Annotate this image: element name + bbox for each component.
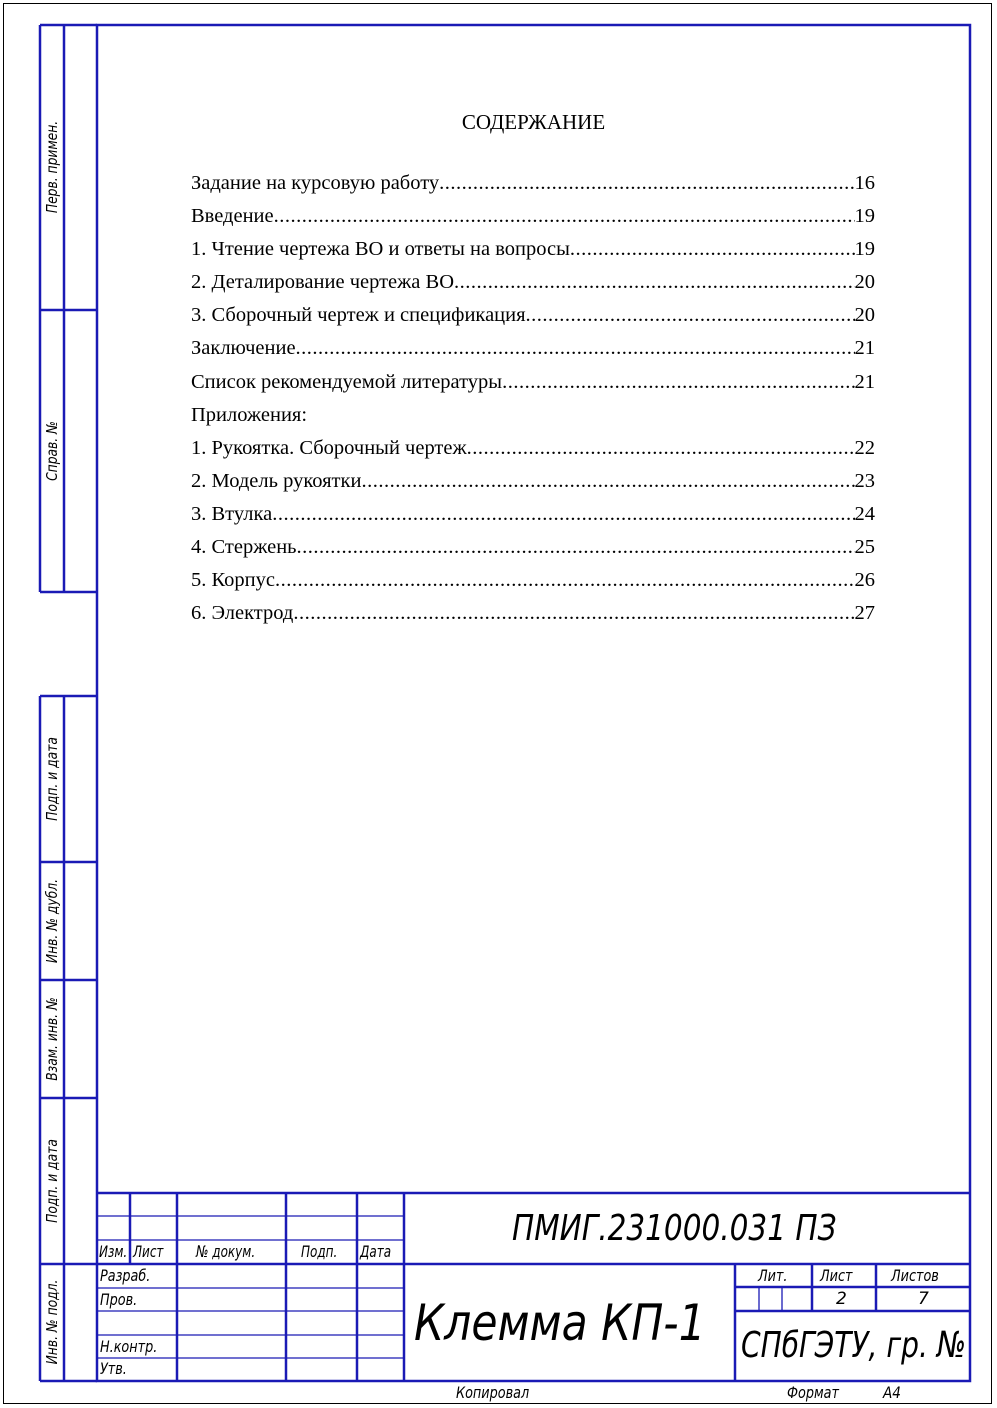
toc-leader-dots <box>454 271 854 294</box>
toc-item <box>191 337 881 370</box>
toc-item-page: 26 <box>854 569 875 592</box>
toc-leader-dots <box>297 536 855 559</box>
toc-item-text: 5. Корпус <box>191 569 275 592</box>
role-razrab: Разраб. <box>100 1266 151 1285</box>
format-value: А4 <box>883 1383 901 1402</box>
toc-item-page: 24 <box>854 502 875 525</box>
inv-dubl-label: Инв. № дубл. <box>43 878 61 964</box>
toc-item-text: 6. Электрод <box>191 602 294 625</box>
toc-leader-dots <box>526 304 855 327</box>
toc-leader-dots <box>361 470 854 493</box>
toc-item-text: 3. Втулка <box>191 502 273 525</box>
toc-item-page: 23 <box>854 469 875 492</box>
format-label: Формат <box>787 1383 839 1402</box>
toc-item <box>191 304 881 337</box>
toc-item <box>191 371 881 404</box>
table-of-contents <box>191 172 881 635</box>
podp-data-top-label: Подп. и дата <box>43 737 61 821</box>
toc-leader-dots <box>570 238 855 261</box>
toc-item <box>191 238 881 271</box>
toc-item <box>191 569 881 602</box>
toc-leader-dots <box>439 172 854 195</box>
toc-leader-dots <box>296 337 855 360</box>
toc-item-page: 25 <box>854 536 875 559</box>
toc-item-text: 2. Модель рукоятки <box>191 469 362 492</box>
toc-item <box>191 470 881 503</box>
document-designation: ПМИГ.231000.031 ПЗ <box>512 1208 837 1249</box>
toc-item-text: 1. Рукоятка. Сборочный чертеж <box>191 436 467 459</box>
toc-section-heading <box>191 404 881 437</box>
toc-leader-dots <box>272 503 854 526</box>
header-list: Лист <box>133 1242 164 1261</box>
toc-item-page: 20 <box>854 271 875 294</box>
toc-item-text: Введение <box>191 205 274 228</box>
toc-item-text: 4. Стержень <box>191 536 297 559</box>
toc-item <box>191 172 881 205</box>
perv-primen-label: Перв. примен. <box>43 120 61 214</box>
toc-item-text: 3. Сборочный чертеж и спецификация <box>191 304 526 327</box>
toc-leader-dots <box>502 371 854 394</box>
lit-label: Лит. <box>758 1266 788 1285</box>
toc-item-page: 21 <box>854 337 875 360</box>
toc-item-text: Приложения: <box>191 403 308 426</box>
header-data: Дата <box>360 1242 392 1261</box>
toc-item <box>191 205 881 238</box>
toc-item <box>191 602 881 635</box>
toc-item-page: 20 <box>854 304 875 327</box>
toc-leader-dots <box>275 569 855 592</box>
toc-item-text: Заключение <box>191 337 296 360</box>
sheets-total: 7 <box>918 1289 929 1309</box>
header-izm: Изм. <box>99 1242 128 1261</box>
toc-item-page: 27 <box>854 602 875 625</box>
document-title: СОДЕРЖАНИЕ <box>461 110 606 134</box>
copied-label: Копировал <box>456 1383 530 1402</box>
role-utv: Утв. <box>100 1359 127 1378</box>
toc-item <box>191 503 881 536</box>
toc-item <box>191 271 881 304</box>
organization: СПбГЭТУ, гр. № <box>741 1325 967 1366</box>
toc-item-text: 2. Деталирование чертежа ВО <box>191 271 455 294</box>
toc-item-page: 22 <box>854 436 875 459</box>
vzam-inv-label: Взам. инв. № <box>43 997 61 1081</box>
toc-leader-dots <box>293 602 854 625</box>
toc-leader-dots <box>467 437 855 460</box>
podp-data-bottom-label: Подп. и дата <box>43 1139 61 1223</box>
toc-item-page: 16 <box>854 172 875 194</box>
toc-item <box>191 437 881 470</box>
toc-item <box>191 536 881 569</box>
toc-item-text: Список рекомендуемой литературы <box>191 370 503 393</box>
toc-item-text: Задание на курсовую работу <box>191 172 440 194</box>
sheets-label: Листов <box>891 1266 939 1285</box>
inv-podl-label: Инв. № подл. <box>43 1279 61 1365</box>
sprav-no-label: Справ. № <box>43 421 61 481</box>
toc-item-page: 19 <box>854 205 875 228</box>
toc-item-text: 1. Чтение чертежа ВО и ответы на вопросы <box>191 238 570 261</box>
header-podp: Подп. <box>301 1242 338 1261</box>
sheet-number: 2 <box>836 1289 847 1309</box>
product-name: Клемма КП-1 <box>414 1294 706 1352</box>
toc-item-page: 19 <box>854 238 875 261</box>
role-prov: Пров. <box>100 1290 138 1309</box>
role-nkontr: Н.контр. <box>100 1337 158 1356</box>
header-doc-no: № докум. <box>196 1242 256 1261</box>
sheet-label: Лист <box>820 1266 853 1285</box>
toc-item-page: 21 <box>854 370 875 393</box>
toc-leader-dots <box>274 205 855 228</box>
